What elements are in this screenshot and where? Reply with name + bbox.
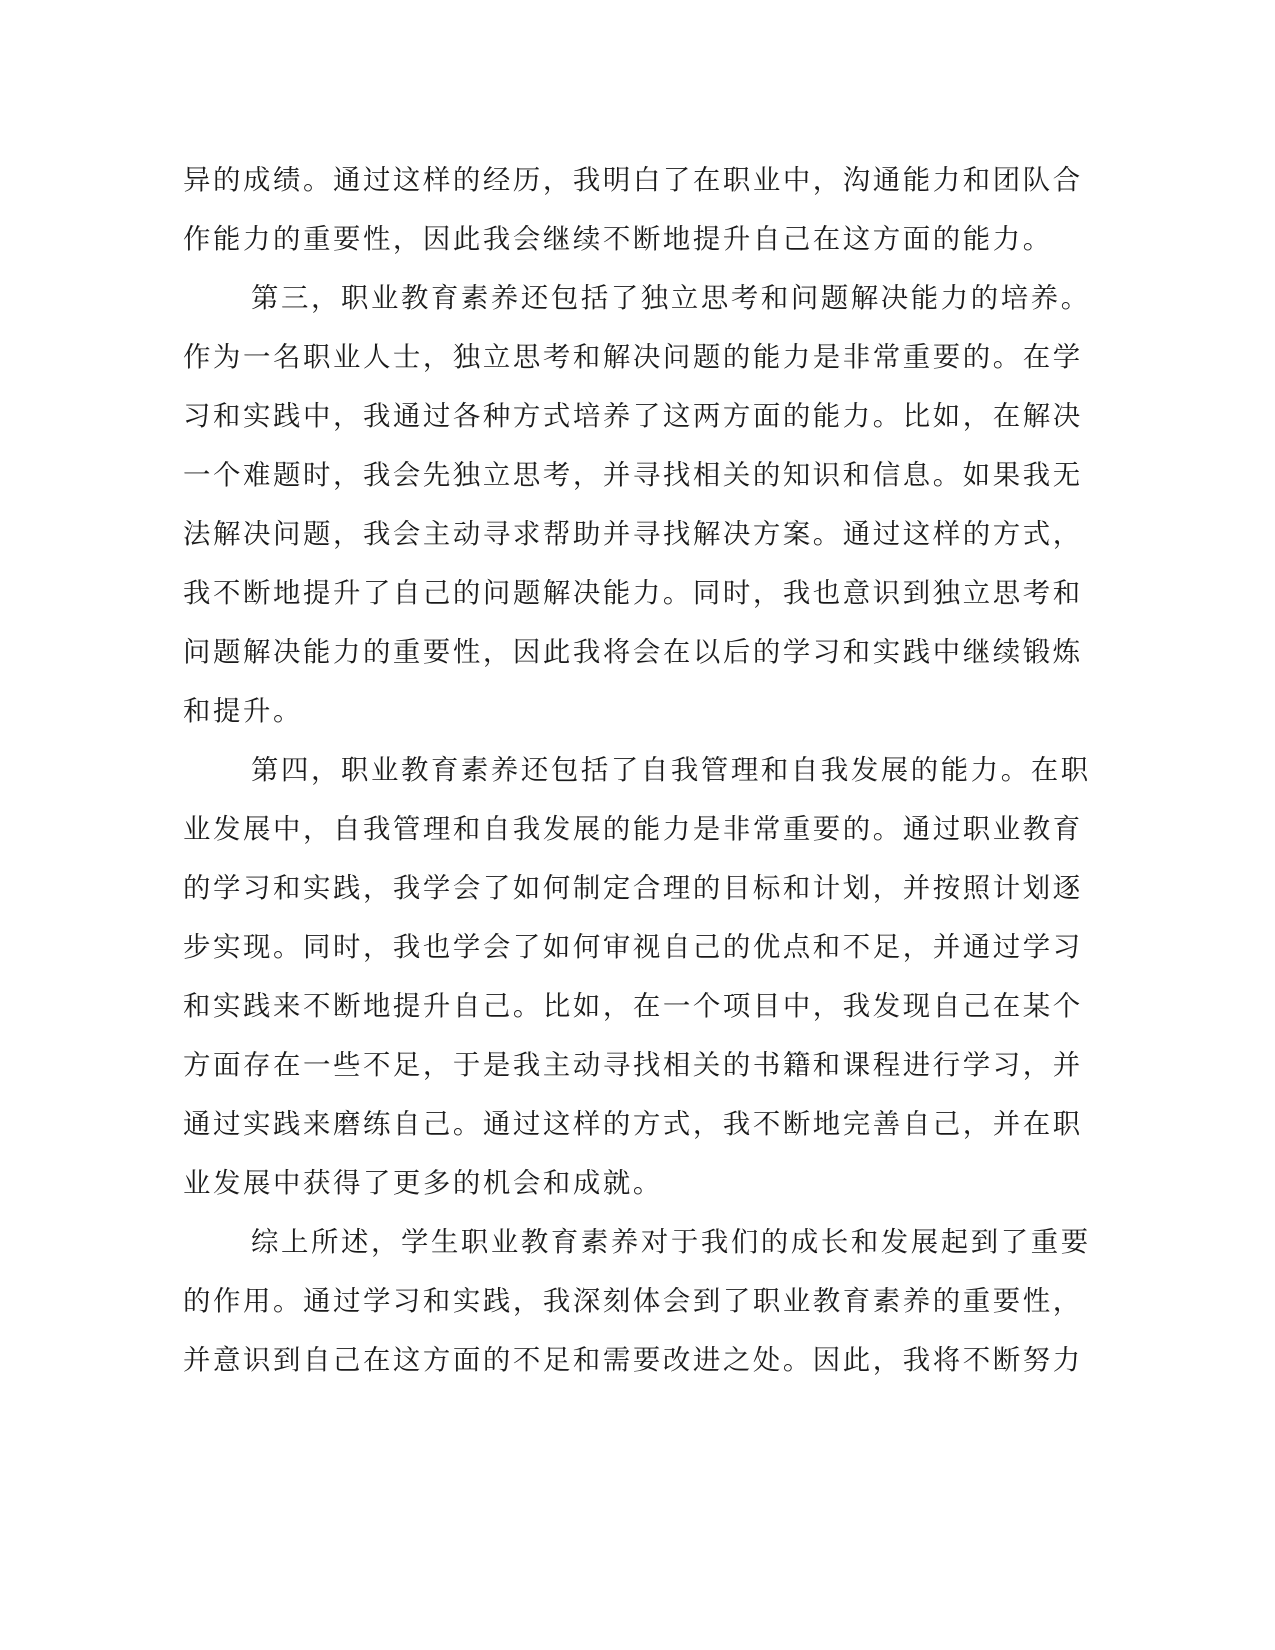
paragraph-first-line: 第三，职业教育素养还包括了独立思考和问题解决能力的培养。 <box>251 283 1091 314</box>
text-line: 的作用。通过学习和实践，我深刻体会到了职业教育素养的重要性， <box>183 1286 1083 1317</box>
text-line: 业发展中，自我管理和自我发展的能力是非常重要的。通过职业教育 <box>183 814 1083 845</box>
text-line: 和实践来不断地提升自己。比如，在一个项目中，我发现自己在某个 <box>183 991 1083 1022</box>
text-line: 并意识到自己在这方面的不足和需要改进之处。因此，我将不断努力 <box>183 1345 1083 1376</box>
text-line: 作能力的重要性，因此我会继续不断地提升自己在这方面的能力。 <box>183 224 1053 255</box>
text-line: 法解决问题，我会主动寻求帮助并寻找解决方案。通过这样的方式， <box>183 519 1083 550</box>
text-line: 我不断地提升了自己的问题解决能力。同时，我也意识到独立思考和 <box>183 578 1083 609</box>
text-line: 和提升。 <box>183 696 303 727</box>
text-line: 一个难题时，我会先独立思考，并寻找相关的知识和信息。如果我无 <box>183 460 1083 491</box>
text-line: 习和实践中，我通过各种方式培养了这两方面的能力。比如，在解决 <box>183 401 1083 432</box>
paragraph-first-line: 综上所述，学生职业教育素养对于我们的成长和发展起到了重要 <box>251 1227 1091 1258</box>
text-line: 通过实践来磨练自己。通过这样的方式，我不断地完善自己，并在职 <box>183 1109 1083 1140</box>
text-line: 业发展中获得了更多的机会和成就。 <box>183 1168 663 1199</box>
text-line: 作为一名职业人士，独立思考和解决问题的能力是非常重要的。在学 <box>183 342 1083 373</box>
text-line: 方面存在一些不足，于是我主动寻找相关的书籍和课程进行学习，并 <box>183 1050 1083 1081</box>
text-line: 的学习和实践，我学会了如何制定合理的目标和计划，并按照计划逐 <box>183 873 1083 904</box>
paragraph-first-line: 第四，职业教育素养还包括了自我管理和自我发展的能力。在职 <box>251 755 1091 786</box>
text-line: 异的成绩。通过这样的经历，我明白了在职业中，沟通能力和团队合 <box>183 165 1083 196</box>
text-line: 步实现。同时，我也学会了如何审视自己的优点和不足，并通过学习 <box>183 932 1083 963</box>
text-line: 问题解决能力的重要性，因此我将会在以后的学习和实践中继续锻炼 <box>183 637 1083 668</box>
